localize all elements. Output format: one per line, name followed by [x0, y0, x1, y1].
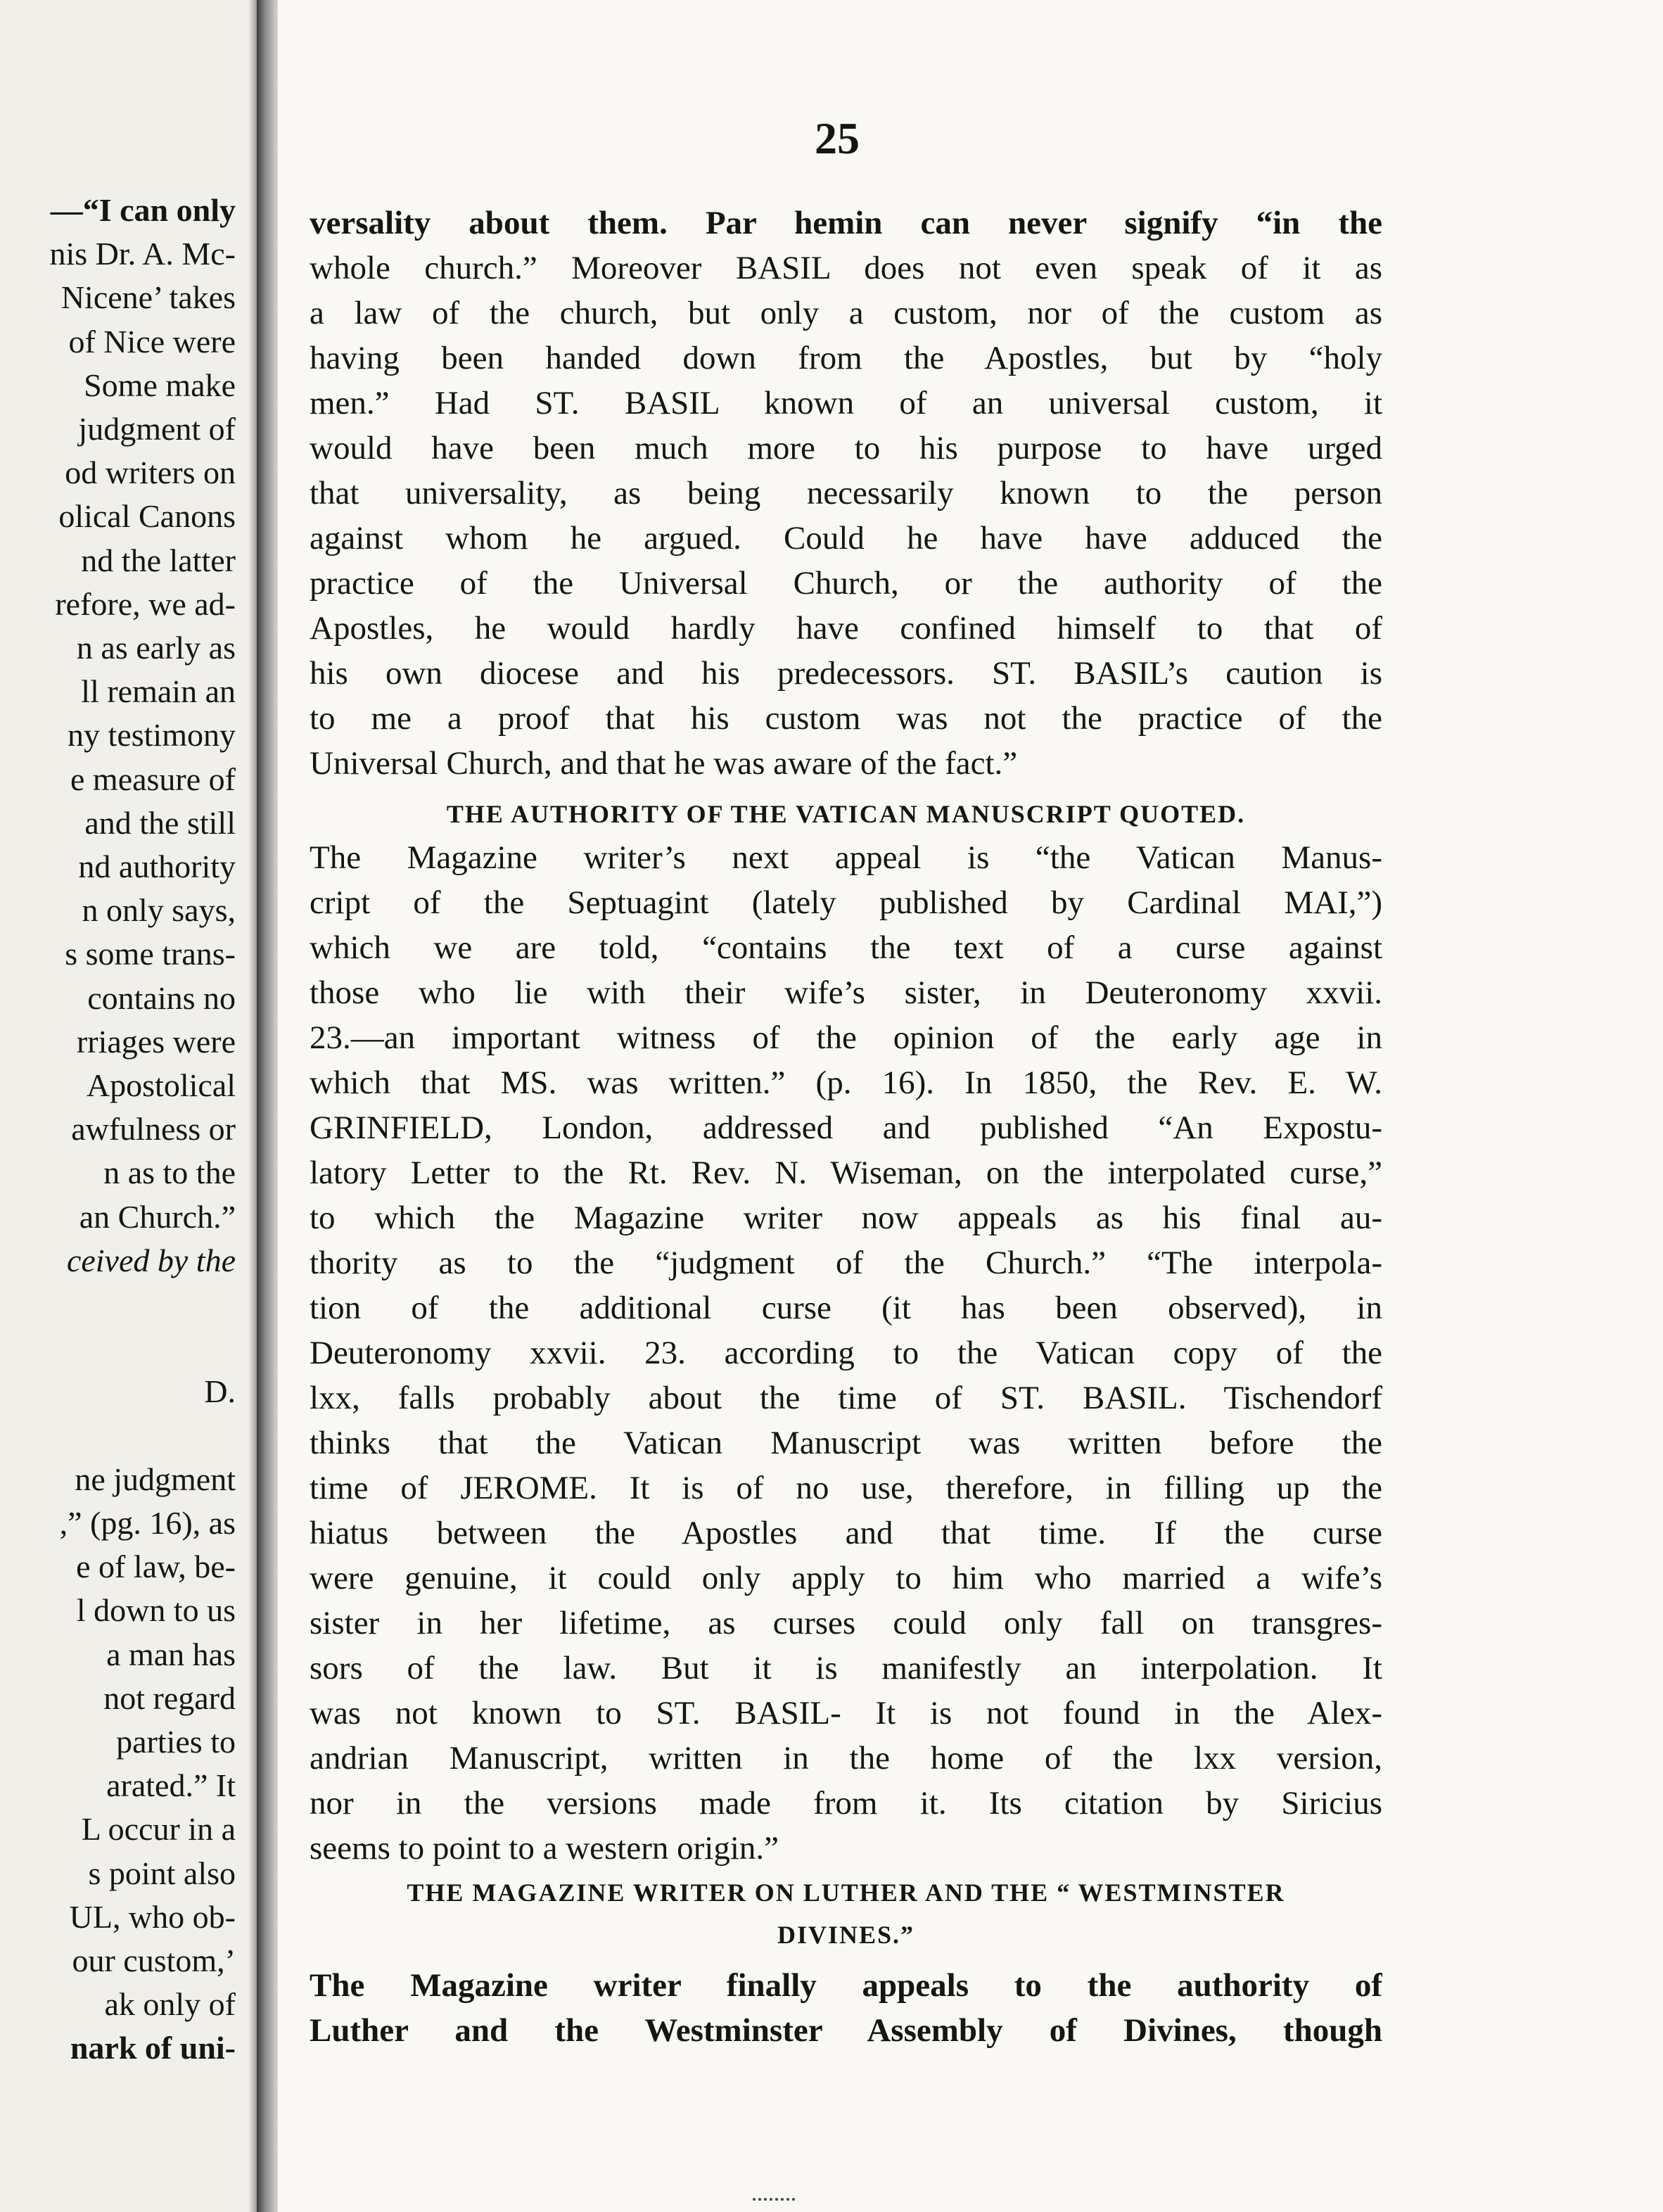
text-line: latory Letter to the Rt. Rev. N. Wiseman, on the interpolated curse,” — [310, 1155, 1382, 1191]
text-line: sors of the law. But it is manifestly an interpolation. It — [310, 1650, 1382, 1686]
text-line: men.” Had ST. BASIL known of an universal custom, it — [310, 385, 1382, 421]
paragraph-luther — [310, 1963, 1382, 2053]
text-line: to which the Magazine writer now appeals as his final au- — [310, 1200, 1382, 1236]
fragment-line: nd the latter — [81, 542, 236, 578]
text-line: The Magazine writer finally appeals to the authority of — [310, 1967, 1382, 2004]
fragment-line: judgment of — [78, 411, 236, 447]
previous-page-fragment — [0, 0, 257, 2212]
fragment-line: e measure of — [70, 761, 236, 797]
fragment-line: n as to the — [103, 1155, 236, 1191]
text-line: cript of the Septuagint (lately published by Cardinal MAI,”) — [310, 884, 1382, 921]
text-line: a law of the church, but only a custom, nor of the custom as — [310, 295, 1382, 331]
text-line: would have been much more to his purpose to have urged — [310, 430, 1382, 466]
text-line: against whom he argued. Could he have have adduced the — [310, 520, 1382, 557]
fragment-line: UL, who ob- — [69, 1898, 236, 1935]
text-line: 23.—an important witness of the opinion of the early age in — [310, 1019, 1382, 1056]
fragment-line: an Church.” — [79, 1198, 236, 1235]
text-line: his own diocese and his predecessors. ST. BASIL’s caution is — [310, 655, 1382, 692]
text-line: tion of the additional curse (it has been observed), in — [310, 1290, 1382, 1326]
book-gutter — [257, 0, 278, 2212]
text-line: Luther and the Westminster Assembly of Divines, though — [310, 2012, 1382, 2049]
text-line: that universality, as being necessarily known to the person — [310, 475, 1382, 511]
fragment-line: contains no — [87, 979, 236, 1016]
scan-mark — [753, 2198, 795, 2211]
text-line: seems to point to a western origin.” — [310, 1830, 779, 1867]
fragment-line: rriages were — [76, 1023, 236, 1060]
text-line: whole church.” Moreover BASIL does not even speak of it as — [310, 250, 1382, 286]
fragment-line: ,” (pg. 16), as — [59, 1505, 236, 1541]
fragment-line: refore, we ad- — [55, 585, 236, 622]
heading-vatican-manuscript: THE AUTHORITY OF THE VATICAN MANUSCRIPT QUOTED. — [446, 800, 1246, 828]
text-line: time of JEROME. It is of no use, therefore, in filling up the — [310, 1470, 1382, 1506]
text-line: to me a proof that his custom was not the practice of the — [310, 700, 1382, 737]
text-line: Universal Church, and that he was aware of the fact.” — [310, 745, 1018, 782]
fragment-line: ny testimony — [68, 717, 236, 754]
paragraph-vatican-manuscript — [310, 835, 1382, 1871]
fragment-line: arated.” It — [106, 1767, 236, 1804]
fragment-line: s point also — [88, 1855, 236, 1891]
fragment-line: our custom,’ — [72, 1943, 236, 1978]
section-heading-luther — [310, 1871, 1382, 1956]
fragment-line: not regard — [103, 1679, 236, 1716]
text-line: those who lie with their wife’s sister, in Deuteronomy xxvii. — [310, 974, 1382, 1011]
text-line: nor in the versions made from it. Its citation by Siricius — [310, 1785, 1382, 1822]
fragment-line: n only says, — [82, 892, 236, 929]
fragment-line: nis Dr. A. Mc- — [49, 236, 236, 272]
fragment-line: —“I can only — [50, 192, 236, 228]
text-line: GRINFIELD, London, addressed and published “An Expostu- — [310, 1110, 1382, 1146]
text-line: lxx, falls probably about the time of ST. BASIL. Tischendorf — [310, 1380, 1382, 1416]
fragment-line: of Nice were — [68, 323, 236, 360]
text-line: hiatus between the Apostles and that time. If the curse — [310, 1515, 1382, 1551]
fragment-line: awfulness or — [71, 1111, 236, 1148]
fragment-line: l down to us — [76, 1592, 236, 1629]
text-line: Apostles, he would hardly have confined himself to that of — [310, 610, 1382, 647]
fragment-line: ceived by the — [66, 1242, 236, 1278]
text-line: thority as to the “judgment of the Church.” “The interpola- — [310, 1245, 1382, 1281]
text-line: which we are told, “contains the text of a curse against — [310, 929, 1382, 966]
fragment-line: a man has — [106, 1636, 236, 1672]
fragment-line: and the still — [84, 804, 236, 841]
text-line: Deuteronomy xxvii. 23. according to the Vatican copy of the — [310, 1335, 1382, 1371]
text-line: was not known to ST. BASIL- It is not found in the Alex- — [310, 1695, 1382, 1731]
heading-divines: DIVINES.” — [777, 1921, 915, 1949]
fragment-line: ll remain an — [81, 673, 236, 710]
text-line: having been handed down from the Apostles, but by “holy — [310, 340, 1382, 376]
fragment-line: L occur in a — [81, 1811, 236, 1848]
page-edge-shadow — [248, 0, 257, 2212]
text-line: The Magazine writer’s next appeal is “the Vatican Manus- — [310, 839, 1382, 876]
paragraph-basil-custom — [310, 201, 1382, 786]
page-number: 25 — [815, 113, 860, 163]
fragment-line: nd authority — [78, 848, 236, 884]
fragment-line: Apostolical — [86, 1067, 236, 1103]
fragment-line: Some make — [84, 367, 236, 403]
text-line: practice of the Universal Church, or the authority of the — [310, 565, 1382, 602]
text-line: sister in her lifetime, as curses could only fall on transgres- — [310, 1605, 1382, 1641]
fragment-line: e of law, be- — [76, 1549, 236, 1585]
section-heading-vatican — [310, 793, 1382, 835]
text-line: andrian Manuscript, written in the home of the lxx version, — [310, 1740, 1382, 1776]
text-line: versality about them. Par hemin can never signify “in the — [310, 205, 1382, 241]
fragment-line: nark of uni- — [70, 2030, 236, 2066]
fragment-line: D. — [204, 1373, 236, 1410]
fragment-line: ne judgment — [75, 1461, 236, 1497]
fragment-line: parties to — [116, 1724, 236, 1760]
text-line: thinks that the Vatican Manuscript was written before the — [310, 1425, 1382, 1461]
fragment-line: od writers on — [65, 455, 236, 491]
heading-luther-westminster: THE MAGAZINE WRITER ON LUTHER AND THE “ WESTMINSTER — [407, 1879, 1285, 1907]
fragment-line: ak only of — [104, 1986, 236, 2023]
text-line: were genuine, it could only apply to him who married a wife’s — [310, 1560, 1382, 1596]
fragment-line: olical Canons — [58, 498, 236, 535]
text-line: which that MS. was written.” (p. 16). In 1850, the Rev. E. W. — [310, 1064, 1382, 1101]
fragment-line: Nicene’ takes — [60, 279, 236, 316]
fragment-line: s some trans- — [65, 936, 236, 972]
fragment-line: n as early as — [76, 630, 236, 666]
